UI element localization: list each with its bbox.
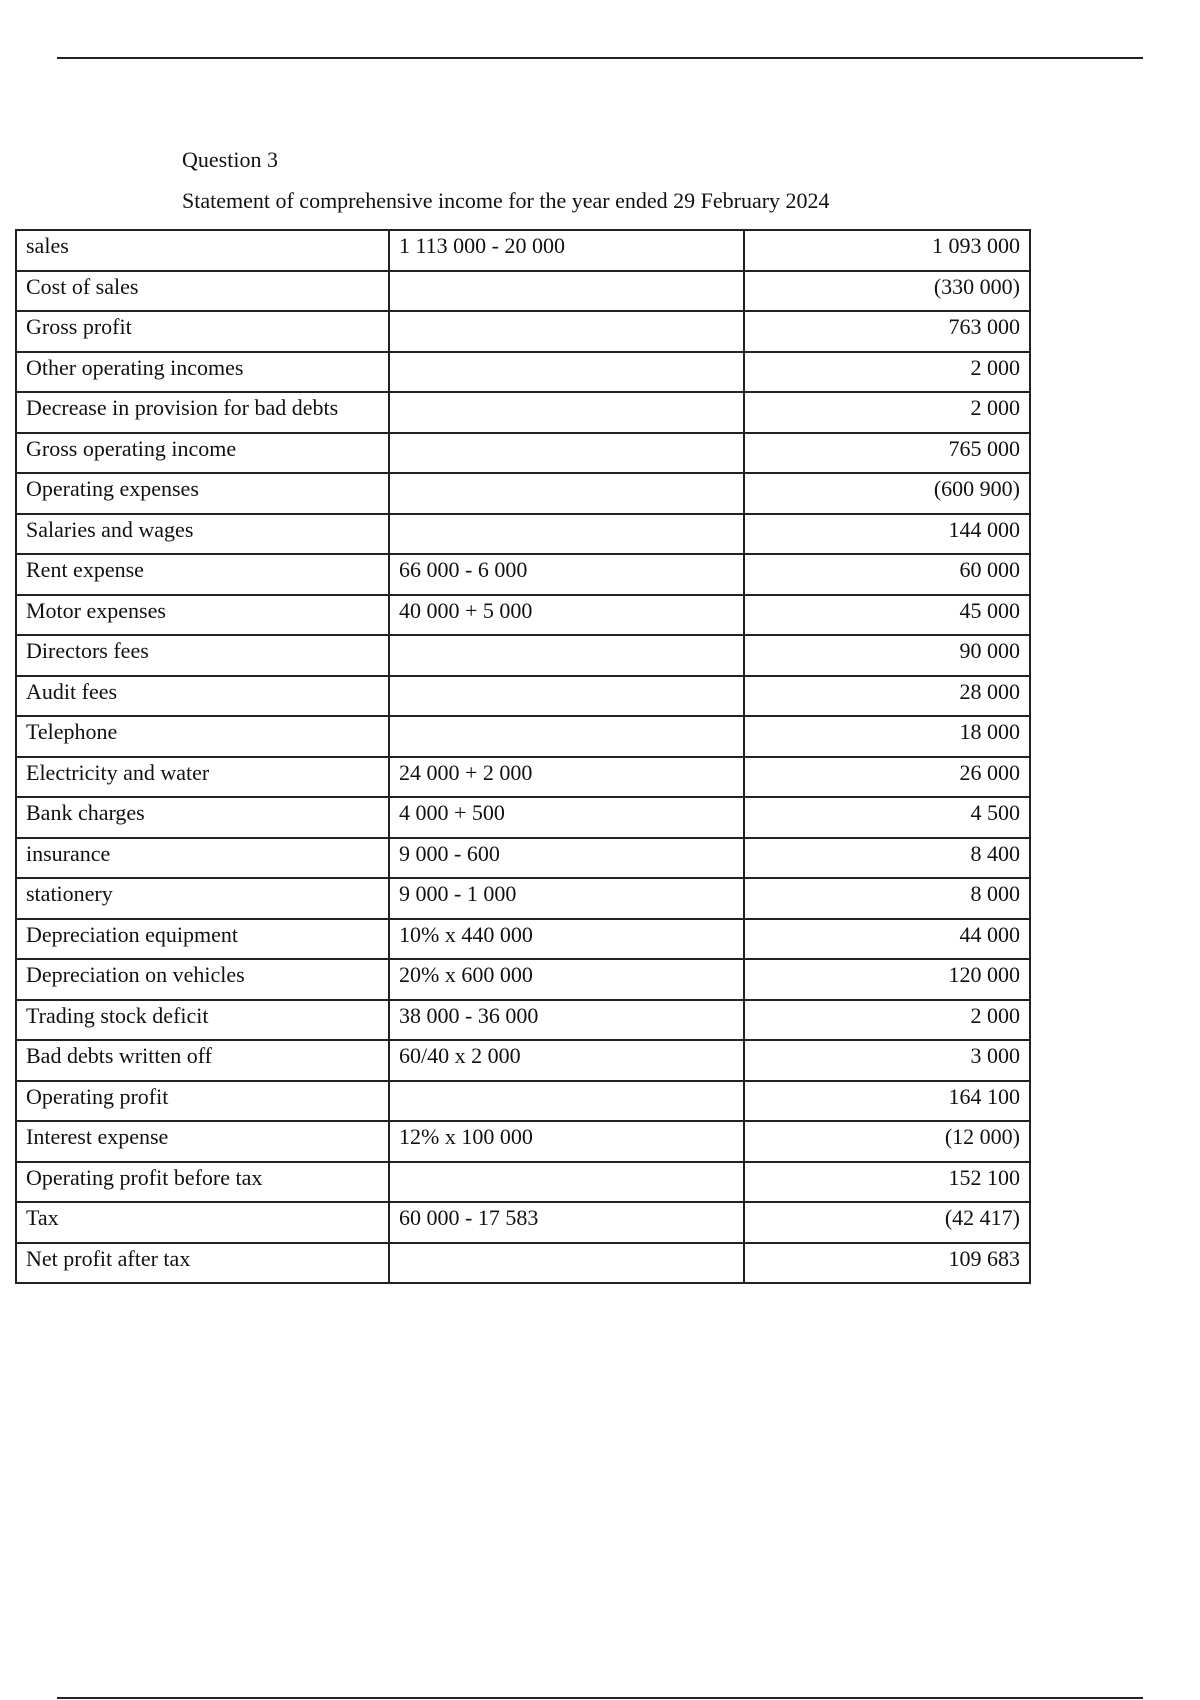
line-item-calculation — [389, 473, 744, 514]
table-row — [16, 1040, 1030, 1081]
line-item-calculation — [389, 676, 744, 717]
line-item-label: insurance — [16, 838, 389, 879]
line-item-label: Rent expense — [16, 554, 389, 595]
line-item-label: Gross profit — [16, 311, 389, 352]
line-item-amount: 44 000 — [744, 919, 1030, 960]
line-item-amount: (42 417) — [744, 1202, 1030, 1243]
line-item-amount: 26 000 — [744, 757, 1030, 798]
line-item-amount: 45 000 — [744, 595, 1030, 636]
line-item-calculation — [389, 271, 744, 312]
line-item-amount: 2 000 — [744, 352, 1030, 393]
table-row — [16, 1162, 1030, 1203]
line-item-label: Telephone — [16, 716, 389, 757]
income-statement-table — [15, 229, 1031, 1284]
table-row — [16, 1243, 1030, 1284]
table-row — [16, 230, 1030, 271]
line-item-amount: 60 000 — [744, 554, 1030, 595]
line-item-amount: 2 000 — [744, 1000, 1030, 1041]
table-row — [16, 392, 1030, 433]
line-item-calculation: 1 113 000 - 20 000 — [389, 230, 744, 271]
line-item-amount: 3 000 — [744, 1040, 1030, 1081]
line-item-calculation — [389, 514, 744, 555]
line-item-calculation — [389, 311, 744, 352]
page-footer-rule — [57, 1697, 1143, 1699]
line-item-label: Directors fees — [16, 635, 389, 676]
line-item-calculation: 24 000 + 2 000 — [389, 757, 744, 798]
line-item-label: Salaries and wages — [16, 514, 389, 555]
table-row — [16, 635, 1030, 676]
line-item-label: Other operating incomes — [16, 352, 389, 393]
table-row — [16, 676, 1030, 717]
table-row — [16, 757, 1030, 798]
table-row — [16, 514, 1030, 555]
table-row — [16, 433, 1030, 474]
table-row — [16, 1081, 1030, 1122]
line-item-amount: 28 000 — [744, 676, 1030, 717]
line-item-label: Cost of sales — [16, 271, 389, 312]
line-item-amount: 2 000 — [744, 392, 1030, 433]
line-item-calculation — [389, 352, 744, 393]
line-item-amount: 8 000 — [744, 878, 1030, 919]
line-item-label: Operating expenses — [16, 473, 389, 514]
line-item-label: Net profit after tax — [16, 1243, 389, 1284]
line-item-label: Operating profit — [16, 1081, 389, 1122]
line-item-label: Depreciation equipment — [16, 919, 389, 960]
line-item-calculation — [389, 1243, 744, 1284]
table-row — [16, 959, 1030, 1000]
line-item-calculation: 9 000 - 1 000 — [389, 878, 744, 919]
table-row — [16, 271, 1030, 312]
line-item-label: Bad debts written off — [16, 1040, 389, 1081]
line-item-label: Tax — [16, 1202, 389, 1243]
line-item-amount: 4 500 — [744, 797, 1030, 838]
table-row — [16, 838, 1030, 879]
line-item-label: Trading stock deficit — [16, 1000, 389, 1041]
line-item-calculation — [389, 1081, 744, 1122]
line-item-calculation — [389, 635, 744, 676]
line-item-amount: 144 000 — [744, 514, 1030, 555]
question-heading: Question 3 — [182, 147, 278, 172]
line-item-amount: (600 900) — [744, 473, 1030, 514]
line-item-label: Motor expenses — [16, 595, 389, 636]
table-row — [16, 797, 1030, 838]
line-item-calculation: 20% x 600 000 — [389, 959, 744, 1000]
line-item-amount: 109 683 — [744, 1243, 1030, 1284]
line-item-amount: 164 100 — [744, 1081, 1030, 1122]
line-item-label: Operating profit before tax — [16, 1162, 389, 1203]
line-item-label: Gross operating income — [16, 433, 389, 474]
line-item-calculation: 4 000 + 500 — [389, 797, 744, 838]
line-item-label: sales — [16, 230, 389, 271]
line-item-amount: 18 000 — [744, 716, 1030, 757]
line-item-amount: 763 000 — [744, 311, 1030, 352]
line-item-amount: 90 000 — [744, 635, 1030, 676]
line-item-amount: 8 400 — [744, 838, 1030, 879]
table-row — [16, 1121, 1030, 1162]
line-item-amount: 152 100 — [744, 1162, 1030, 1203]
line-item-calculation: 66 000 - 6 000 — [389, 554, 744, 595]
table-row — [16, 919, 1030, 960]
income-statement-body — [16, 230, 1030, 1283]
line-item-calculation: 38 000 - 36 000 — [389, 1000, 744, 1041]
line-item-label: Electricity and water — [16, 757, 389, 798]
line-item-amount: 765 000 — [744, 433, 1030, 474]
line-item-calculation — [389, 716, 744, 757]
line-item-calculation: 40 000 + 5 000 — [389, 595, 744, 636]
line-item-calculation: 12% x 100 000 — [389, 1121, 744, 1162]
table-row — [16, 473, 1030, 514]
line-item-label: stationery — [16, 878, 389, 919]
page-header-rule — [57, 57, 1143, 59]
line-item-calculation — [389, 1162, 744, 1203]
table-row — [16, 716, 1030, 757]
line-item-label: Audit fees — [16, 676, 389, 717]
table-row — [16, 554, 1030, 595]
line-item-amount: 120 000 — [744, 959, 1030, 1000]
line-item-calculation — [389, 392, 744, 433]
line-item-calculation: 10% x 440 000 — [389, 919, 744, 960]
line-item-label: Decrease in provision for bad debts — [16, 392, 389, 433]
line-item-calculation: 60 000 - 17 583 — [389, 1202, 744, 1243]
line-item-label: Bank charges — [16, 797, 389, 838]
table-row — [16, 311, 1030, 352]
table-row — [16, 595, 1030, 636]
line-item-label: Depreciation on vehicles — [16, 959, 389, 1000]
table-row — [16, 878, 1030, 919]
table-row — [16, 352, 1030, 393]
line-item-label: Interest expense — [16, 1121, 389, 1162]
line-item-calculation: 60/40 x 2 000 — [389, 1040, 744, 1081]
statement-title: Statement of comprehensive income for the year ended 29 February 2024 — [182, 188, 830, 213]
line-item-amount: (330 000) — [744, 271, 1030, 312]
table-row — [16, 1000, 1030, 1041]
line-item-calculation — [389, 433, 744, 474]
table-row — [16, 1202, 1030, 1243]
line-item-amount: 1 093 000 — [744, 230, 1030, 271]
line-item-calculation: 9 000 - 600 — [389, 838, 744, 879]
line-item-amount: (12 000) — [744, 1121, 1030, 1162]
